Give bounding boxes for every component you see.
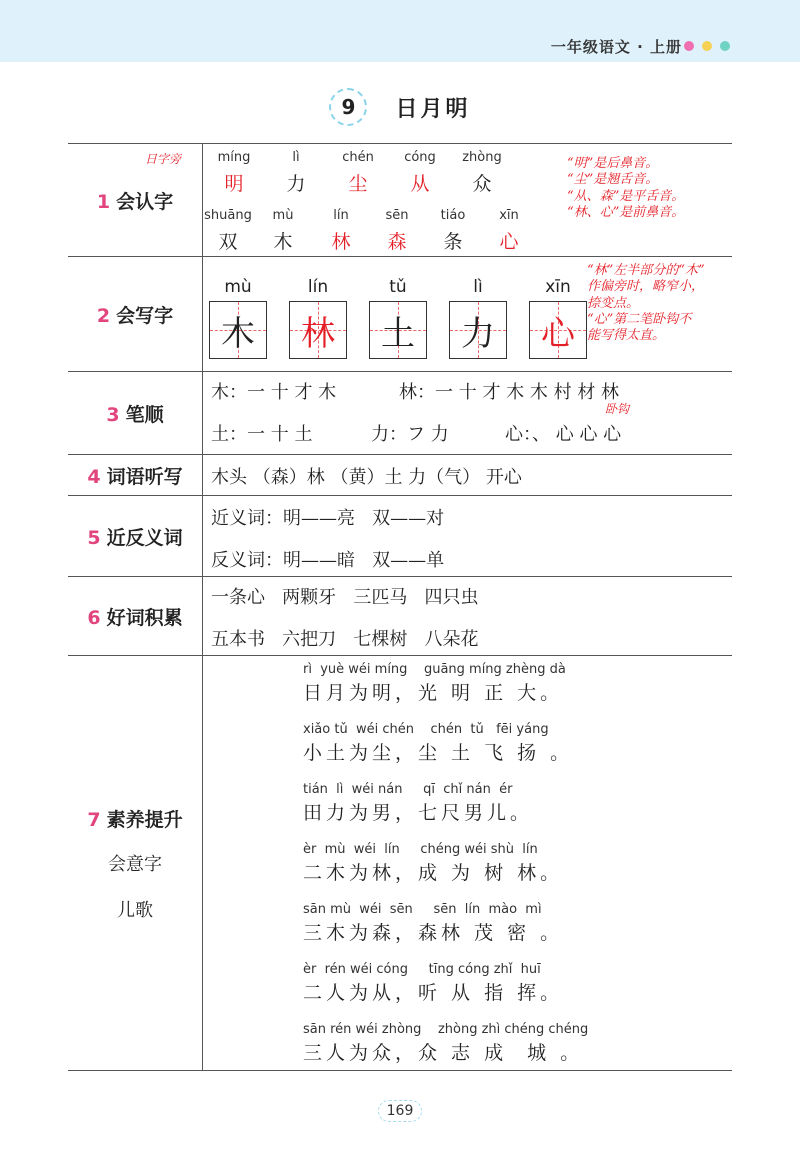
hanzi: 从 — [410, 173, 430, 195]
row-title: 素养提升 — [106, 808, 183, 831]
rhyme-line — [303, 782, 533, 825]
lesson-number: 9 — [329, 88, 367, 126]
write-body — [203, 257, 732, 371]
pinyin: shuāng — [204, 208, 252, 223]
synonyms-body — [203, 496, 732, 576]
rhyme-line — [303, 1022, 588, 1065]
tian-grid — [449, 301, 507, 359]
row-label — [68, 455, 203, 495]
pinyin: míng — [217, 150, 251, 165]
hanzi: 木 — [273, 231, 293, 253]
stroke-order-xin: 心：、 心 心 心 — [505, 424, 622, 445]
row-number: 3 — [106, 403, 120, 426]
pinyin: cóng — [404, 150, 436, 165]
pinyin: sān rén wéi zhòng zhòng zhì chéng chéng — [303, 1022, 589, 1037]
hanzi: 日月为明，光 明 正 大。 — [303, 682, 564, 704]
rhyme-line — [303, 662, 566, 705]
tian-grid — [529, 301, 587, 359]
char-cell — [451, 150, 513, 196]
row-literacy — [68, 656, 732, 1071]
row-title: 词语听写 — [106, 465, 183, 488]
row-label — [68, 144, 203, 256]
hanzi: 心 — [499, 231, 519, 253]
strokes-body — [203, 372, 732, 454]
char-cell — [203, 150, 265, 196]
page-number — [0, 1100, 800, 1122]
tian-grid — [369, 301, 427, 359]
words-line-1: 一条心 两颗牙 三匹马 四只虫 — [211, 587, 479, 608]
row-synonyms — [68, 496, 732, 577]
lesson-heading — [0, 88, 800, 126]
pinyin: mù — [224, 277, 252, 297]
dot-pink — [684, 41, 694, 51]
char-cell — [265, 150, 327, 196]
pinyin: sēn — [385, 208, 409, 223]
pinyin: sān mù wéi sēn sēn lín mào mì — [303, 902, 542, 917]
hanzi: 小土为尘，尘 土 飞 扬 。 — [303, 742, 574, 764]
rhyme-line — [303, 842, 563, 885]
pinyin: zhòng — [462, 150, 502, 165]
note-line: “尘”是翘舌音。 — [567, 172, 659, 188]
synonym-line: 近义词：明——亮 双——对 — [211, 508, 445, 529]
row-number: 2 — [96, 304, 111, 327]
row-strokes — [68, 372, 732, 455]
pinyin: lì — [473, 277, 483, 297]
pinyin: tiáo — [440, 208, 466, 223]
stroke-order-tu: 土：一 十 土 — [211, 424, 313, 445]
header-dots — [684, 41, 730, 51]
note-line: “林”左半部分的“木” — [587, 263, 705, 278]
char-cell — [481, 208, 537, 254]
hanzi: 力 — [461, 313, 495, 354]
writing-notes — [587, 263, 705, 344]
pinyin: chén — [342, 150, 374, 165]
page-number-value: 169 — [378, 1100, 423, 1122]
row-subtitle-2: 儿歌 — [117, 899, 153, 921]
row-number: 6 — [87, 606, 101, 629]
note-line: “林、心”是前鼻音。 — [567, 204, 685, 220]
writing-cell — [449, 277, 507, 359]
pinyin: xīn — [545, 277, 571, 297]
note-line: “从、森”是平舌音。 — [567, 188, 685, 204]
stroke-order-mu: 木：一 十 才 木 — [211, 382, 337, 403]
lesson-title: 日月明 — [395, 96, 471, 122]
hanzi: 三人为众，众 志 成 城 。 — [303, 1042, 584, 1064]
hanzi: 尘 — [348, 173, 368, 195]
stroke-order-lin: 林：一 十 才 木 木 村 材 林 — [399, 382, 620, 403]
hanzi: 田力为男，七尺男儿。 — [303, 802, 534, 824]
book-label: 一年级语文 · 上册 — [550, 38, 682, 56]
recognize-line-2 — [203, 208, 537, 254]
hanzi: 双 — [218, 231, 238, 253]
hanzi: 三木为森，森林 茂 密 。 — [303, 922, 564, 944]
char-cell — [369, 208, 425, 254]
char-cell — [313, 208, 369, 254]
tian-grid — [209, 301, 267, 359]
row-label — [68, 577, 203, 655]
rhyme-line — [303, 962, 563, 1005]
char-cell — [389, 150, 451, 196]
pinyin: lín — [307, 277, 329, 297]
tian-grid — [289, 301, 347, 359]
pinyin: xīn — [499, 208, 519, 223]
hook-note: 卧钩 — [605, 402, 630, 416]
writing-cell — [289, 277, 347, 359]
char-cell — [327, 150, 389, 196]
pinyin: xiǎo tǔ wéi chén chén tǔ fēi yáng — [303, 722, 549, 737]
words-line-2: 五本书 六把刀 七棵树 八朵花 — [211, 629, 479, 650]
dictation-words: 木头 （森）林 （黄）土 力（气） 开心 — [211, 467, 522, 488]
rhymes-body — [203, 656, 732, 1070]
recognize-line-1 — [203, 150, 513, 196]
pinyin: èr mù wéi lín chéng wéi shù lín — [303, 842, 538, 857]
words-body — [203, 577, 732, 655]
hanzi: 木 — [221, 313, 255, 354]
row-recognize — [68, 144, 732, 257]
stroke-order-li: 力：フ 力 — [371, 424, 449, 445]
row-number: 5 — [87, 526, 101, 549]
pinyin: tǔ — [389, 277, 407, 297]
pinyin: lì — [292, 150, 300, 165]
row-write — [68, 257, 732, 372]
hanzi: 力 — [286, 173, 306, 195]
dot-teal — [720, 41, 730, 51]
writing-cell — [369, 277, 427, 359]
pinyin: èr rén wéi cóng tīng cóng zhǐ huī — [303, 962, 541, 977]
dictation-body — [203, 455, 732, 495]
char-cell — [425, 208, 481, 254]
row-title: 近反义词 — [106, 526, 183, 549]
row-label — [68, 372, 203, 454]
dot-yellow — [702, 41, 712, 51]
pinyin: lín — [333, 208, 349, 223]
header-bar — [0, 0, 800, 62]
hanzi: 明 — [224, 173, 244, 195]
row-title: 笔顺 — [125, 403, 164, 426]
writing-cell — [209, 277, 267, 359]
antonym-line: 反义词：明——暗 双——单 — [211, 550, 445, 571]
hanzi: 众 — [472, 173, 492, 195]
writing-boxes — [209, 277, 587, 359]
hanzi: 森 — [387, 231, 407, 253]
row-dictation — [68, 455, 732, 496]
note-line: “心”第二笔卧钩不 — [587, 311, 692, 327]
char-cell — [253, 208, 313, 254]
row-label — [68, 496, 203, 576]
pinyin: rì yuè wéi míng guāng míng zhèng dà — [303, 662, 566, 677]
lesson-table — [68, 143, 732, 1071]
char-cell — [203, 208, 253, 254]
writing-cell — [529, 277, 587, 359]
rhyme-line — [303, 722, 573, 765]
hanzi: 林 — [331, 231, 351, 253]
hanzi: 条 — [443, 231, 463, 253]
row-title: 会认字 — [116, 190, 174, 213]
pronunciation-notes — [567, 156, 684, 221]
row-number: 7 — [87, 808, 101, 831]
note-line: 捺变点。 — [587, 295, 640, 311]
row-number: 1 — [96, 190, 111, 213]
note-line: 能写得太直。 — [587, 328, 666, 343]
row-label — [68, 257, 203, 371]
row-words — [68, 577, 732, 656]
row-title: 好词积累 — [106, 606, 183, 629]
pinyin: tián lì wéi nán qī chǐ nán ér — [303, 782, 513, 797]
row-subtitle-1: 会意字 — [108, 853, 162, 875]
hanzi: 二木为林，成 为 树 林。 — [303, 862, 564, 884]
row-number: 4 — [87, 465, 101, 488]
rhyme-line — [303, 902, 563, 945]
row-title: 会写字 — [116, 304, 174, 327]
hanzi: 二人为从，听 从 指 挥。 — [303, 982, 564, 1004]
pinyin: mù — [272, 208, 294, 223]
hanzi: 林 — [301, 313, 335, 354]
radical-note: 日字旁 — [145, 152, 182, 166]
note-line: “明”是后鼻音。 — [567, 156, 659, 171]
row-label — [68, 656, 203, 1070]
hanzi: 心 — [541, 313, 575, 354]
hanzi: 土 — [381, 313, 415, 354]
note-line: 作偏旁时，略窄小， — [587, 279, 705, 295]
